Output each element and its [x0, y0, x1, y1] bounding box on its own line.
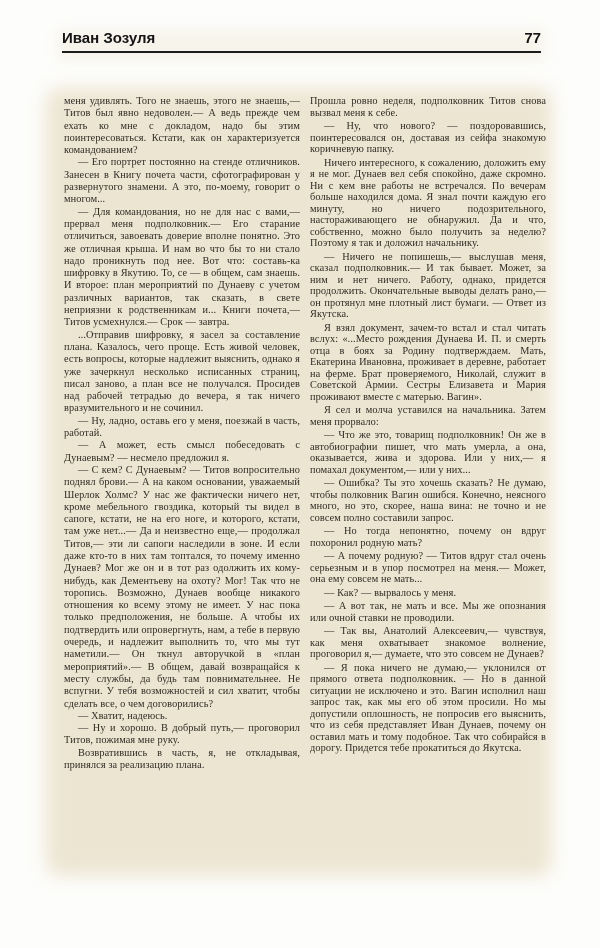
- paragraph: — Но тогда непонятно, почему он вдруг похоронил родную мать?: [310, 526, 546, 549]
- paragraph: — Для командования, но не для нас с вами,— прервал меня подполковник.— Его старание отличиться, завоевать доверие вполне понятно. Это же отличная крыша. И нам во что бы то ни стало надо проникнуть под нее. Вот что: составь-ка шифровку в Якутию. То, се — в общем, сам знаешь. И второе: план мероприятий по Дунаеву с учетом различных вариантов, так сказать, в свете неприязни к родственникам и... Книги почета,— Титов усмехнулся.— Срок — завтра.: [64, 206, 300, 329]
- paragraph: меня удивлять. Того не знаешь, этого не знаешь,— Титов был явно недоволен.— А ведь прежде чем ехать ко мне с докладом, надо бы этим поинтересоваться. Кстати, как он характеризуется командованием?: [64, 96, 300, 157]
- paragraph: — Хватит, надеюсь.: [78, 710, 168, 722]
- paragraph: — Ну и хорошо. В добрый путь,— проговорил Титов, пожимая мне руку.: [64, 723, 300, 747]
- page-number: 77: [524, 30, 541, 47]
- paragraph: — Как? — вырвалось у меня.: [324, 587, 457, 599]
- paragraph: Ничего интересного, к сожалению, доложить ему я не мог. Дунаев вел себя спокойно, даже скромно. Ни с кем вне работы не встречался. По вечерам больше находился дома. Я знал почти каждую его минуту, но ничего подозрительного, настораживающего не обнаружил. Да и что, собственно, можно было получить за неделю? Поэтому я так и доложил начальнику.: [310, 157, 546, 249]
- paragraph: — Его портрет постоянно на стенде отличников. Занесен в Книгу почета части, сфотографирован у развернутого знамени. А это, по-моему, говорит о многом...: [64, 157, 300, 206]
- right-column: [310, 96, 546, 772]
- paragraph: Возвратившись в часть, я, не откладывая, принялся за реализацию плана.: [64, 747, 300, 772]
- paragraph: Я взял документ, зачем-то встал и стал читать вслух: «...Место рождения Дунаева И. П. и смерть отца в боях за Родину подтверждаем. Мать, Екатерина Ивановна, проживает в деревне, работает на ферме. Брат проверяемого, Николай, служит в Советской Армии. Сестры Елизавета и Мария проживают вместе с матерью. Вагин».: [310, 322, 546, 403]
- paragraph: — Ошибка? Ты это хочешь сказать? Не думаю, чтобы полковник Вагин ошибся. Конечно, неясного много, но это, скорее, наша вина: не точно и не совсем полно составили запрос.: [310, 478, 546, 524]
- paragraph: — А может, есть смысл побеседовать с Дунаевым? — несмело предложил я.: [64, 440, 300, 464]
- running-header: [62, 30, 541, 53]
- paragraph: Я сел и молча уставился на начальника. Затем меня прорвало:: [310, 405, 546, 428]
- paragraph: ...Отправив шифровку, я засел за составление плана. Казалось, чего проще. Есть живой человек, есть вопросы, которые надлежит выяснить, однако я уже зачеркнул несколько исписанных страниц, писал заново, а план все не получался. Просидев над рабочей тетрадью до вечера, я так ничего вразумительного и не сочинил.: [64, 329, 300, 415]
- paragraph: — Ну, ладно, оставь его у меня, поезжай в часть, работай.: [64, 415, 300, 440]
- paragraph: — Я пока ничего не думаю,— уклонился от прямого ответа подполковник. — Но в данной ситуации не исключено и это. Вагин исполнил наш запрос так, как мы его об этом просили. Но мы допустили оплошность, не попросив его выяснить, что из себя представляет Иван Дунаев, почему он оставил мать и тому подобное. Так что собирайся в дорогу. Придется тебе прокатиться до Якутска.: [310, 662, 546, 754]
- paragraph: Прошла ровно неделя, подполковник Титов снова вызвал меня к себе.: [310, 96, 546, 119]
- paragraph: — А вот так, не мать и все. Мы же опознания или очной ставки не проводили.: [310, 601, 546, 624]
- paragraph: — Так вы, Анатолий Алексеевич,— чувствуя, как меня охватывает знакомое волнение, проговорил я,— думаете, что это совсем не Дунаев?: [310, 626, 546, 660]
- paragraph: — Что же это, товарищ подполковник! Он же в автобиографии пишет, что мать умерла, а она, оказывается, жива и здорова. Или у них,— я помахал документом,— или у них...: [310, 430, 546, 476]
- paragraph: — Ничего не попишешь,— выслушав меня, сказал подполковник.— И так бывает. Может, за ним и нет ничего. Работу, однако, придется продолжить. Окончательные выводы делать рано,— он протянул мне плотный лист бумаги. — Ответ из Якутска.: [310, 251, 546, 320]
- text-columns: [64, 96, 546, 772]
- paragraph: — А почему родную? — Титов вдруг стал очень серьезным и в упор посмотрел на меня.— Может, она ему совсем не мать...: [310, 551, 546, 585]
- paragraph: — С кем? С Дунаевым? — Титов вопросительно поднял брови.— А на каком основании, уважаемый Шерлок Холмс? У нас же фактически ничего нет, кроме мебельного гвоздика, который ты видел в сапоге, кстати, не на его ноге, и которого, кстати, там уже нет...— Да и неизвестно еще,— продолжал Титов,— эти ли сапоги наследили в зоне. И если даже кто-то в них там топтался, то почему именно Дунаев? Мог же он и в тот раз одолжить их кому-нибудь, как Дементьеву на охоту? Мог! Так что не торопись. Возможно, Дунаев вообще никакого отношения ко всему этому не имеет. У нас пока только предположения, не больше. А чтобы их подтвердить или опровергнуть, нам, а тебе в первую очередь, и надлежит выполнить то, что мы тут наметили.— Он ткнул авторучкой в «план мероприятий».— В общем, давай возвращайся к месту службы, да будь там повнимательнее. Не вспугни. У тебя возможностей и сил хватит, чтобы сделать все, о чем договорились?: [64, 464, 300, 710]
- author-name: Иван Зозуля: [62, 30, 156, 47]
- left-column: [64, 96, 300, 772]
- paragraph: — Ну, что нового? — поздоровавшись, поинтересовался он, доставая из сейфа знакомую коричневую папку.: [310, 121, 546, 155]
